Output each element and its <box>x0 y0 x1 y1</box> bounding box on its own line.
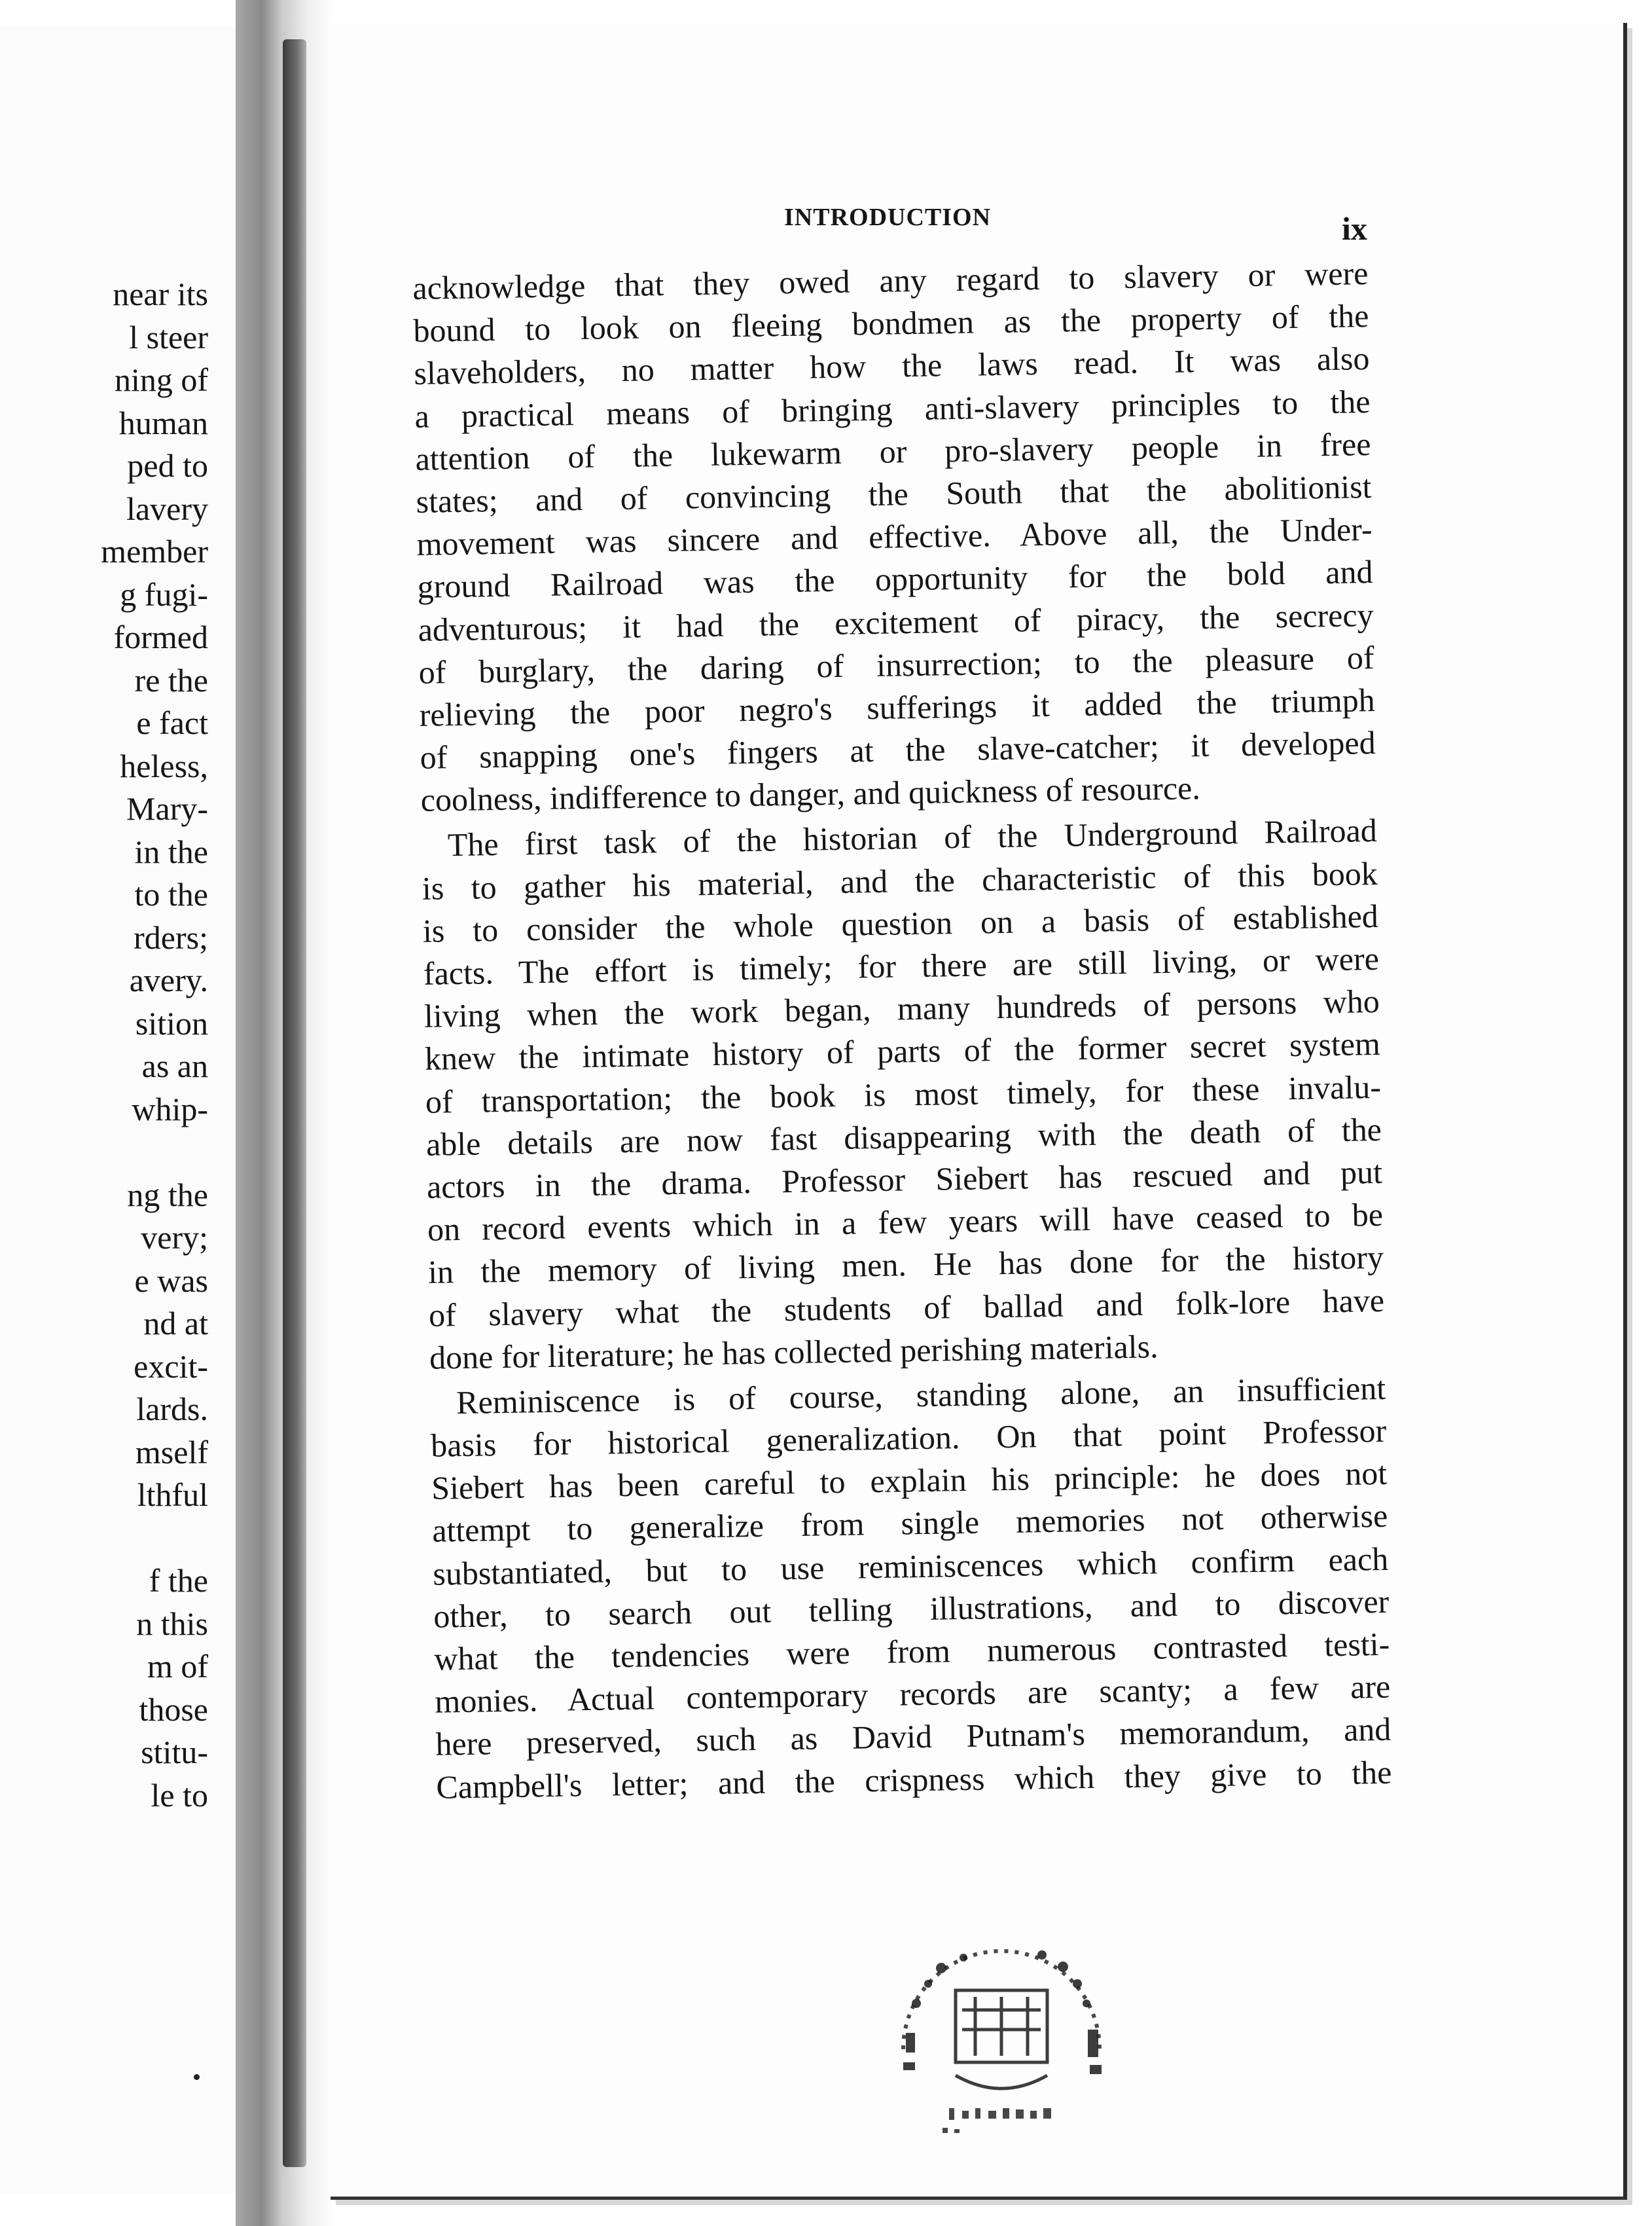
left-page-line: nd at <box>143 1305 208 1341</box>
left-page-text <box>101 273 208 1817</box>
left-page-line: as an <box>141 1048 208 1084</box>
text-line: in the memory of living men. He has done for the history <box>427 1239 1384 1291</box>
text-line: Reminiscence is of course, standing alone, an insufficient <box>456 1369 1386 1421</box>
text-line: adventurous; it had the excitement of piracy, the secrecy <box>418 596 1374 648</box>
left-page-line: Mary- <box>126 790 208 827</box>
text-line: is to gather his material, and the characteristic of this book <box>422 854 1378 907</box>
left-page-line: near its <box>113 276 208 312</box>
left-page-line: heless, <box>120 747 208 784</box>
text-line: knew the intimate history of parts of the former secret system <box>424 1025 1381 1078</box>
text-line: of snapping one's fingers at the slave-catcher; it developed <box>420 724 1376 776</box>
text-line: what the tendencies were from numerous contrasted testi- <box>433 1625 1390 1677</box>
text-line: a practical means of bringing anti-slavery principles to the <box>414 382 1371 435</box>
left-page-line: lthful <box>137 1476 208 1513</box>
left-page-line: very; <box>141 1219 208 1256</box>
text-line: of burglary, the daring of insurrection; to the pleasure of <box>418 638 1374 691</box>
left-page-line <box>101 1131 208 1174</box>
text-line: Siebert has been careful to explain his principle: he does not <box>431 1455 1388 1507</box>
text-line: bound to look on fleeing bondmen as the property of the <box>413 297 1369 350</box>
left-page-line: mself <box>135 1433 208 1470</box>
library-stamp-icon <box>877 1912 1126 2141</box>
page-number: ix <box>1342 210 1367 247</box>
left-page-line: in the <box>134 833 208 870</box>
left-page-line: g fugi- <box>120 575 208 613</box>
ink-dot <box>194 2074 200 2080</box>
left-page-line: stitu- <box>141 1734 208 1770</box>
left-page-line: n this <box>136 1605 208 1642</box>
left-page-line: whip- <box>132 1090 208 1127</box>
text-line: monies. Actual contemporary records are scanty; a few are <box>434 1668 1391 1720</box>
text-line: of transportation; the book is most timely, for these invalu- <box>425 1068 1382 1120</box>
left-page-line: to the <box>134 876 208 913</box>
left-page-line: f the <box>149 1562 208 1599</box>
text-line: coolness, indifference to danger, and quickness of resource. <box>420 769 1201 819</box>
text-line: is to consider the whole question on a basis of established <box>422 897 1379 949</box>
left-page-line: avery. <box>129 962 208 998</box>
left-page-line: e fact <box>136 704 208 741</box>
text-line: slaveholders, no matter how the laws read. It was also <box>414 340 1370 392</box>
text-line: The first task of the historian of the Underground Railroad <box>447 812 1378 864</box>
text-line: Campbell's letter; and the crispness which they give to the <box>436 1753 1392 1806</box>
left-page-line: le to <box>151 1776 208 1814</box>
left-page-line: e was <box>134 1262 208 1299</box>
text-line: acknowledge that they owed any regard to slavery or were <box>412 255 1369 306</box>
left-page-line: formed <box>113 619 208 655</box>
text-line: on record events which in a few years will have ceased to be <box>427 1196 1384 1248</box>
text-line: facts. The effort is timely; for there are still living, or were <box>423 940 1380 992</box>
text-line: attempt to generalize from single memories not otherwise <box>431 1497 1388 1550</box>
running-head: INTRODUCTION <box>784 204 992 231</box>
left-page-line: those <box>139 1690 208 1728</box>
left-page-line: rders; <box>134 919 208 956</box>
left-page-line: re the <box>134 661 208 699</box>
text-line: ground Railroad was the opportunity for the bold and <box>417 553 1373 606</box>
page-edge-shadow <box>283 39 306 2167</box>
text-line: substantiated, but to use reminiscences which confirm each <box>432 1540 1389 1592</box>
text-line: able details are now fast disappearing with the death of the <box>425 1110 1382 1163</box>
left-page-line: human <box>118 404 208 441</box>
left-page-line: ning of <box>114 361 208 398</box>
left-page-line: l steer <box>129 318 208 356</box>
left-page-line: member <box>101 533 208 570</box>
text-line: done for literature; he has collected perishing materials. <box>429 1327 1158 1376</box>
text-line: living when the work began, many hundreds of persons who <box>423 983 1380 1035</box>
page-body-text <box>412 252 1392 1808</box>
text-line: other, to search out telling illustrations, and to discover <box>433 1582 1390 1635</box>
text-line: basis for historical generalization. On that point Professor <box>430 1412 1387 1464</box>
left-page-line: ped to <box>127 447 208 484</box>
left-page-line: m of <box>147 1648 208 1685</box>
left-page-line: lards. <box>136 1391 208 1427</box>
text-line: states; and of convincing the South that the abolitionist <box>416 467 1372 520</box>
left-page-line: excit- <box>134 1347 208 1385</box>
text-line: relieving the poor negro's sufferings it added the triumph <box>419 681 1376 733</box>
left-page-line: lavery <box>126 490 208 527</box>
text-line: attention of the lukewarm or pro-slavery people in free <box>415 425 1371 477</box>
left-page-line <box>101 1517 208 1560</box>
text-line: of slavery what the students of ballad and folk-lore have <box>428 1281 1385 1334</box>
left-page-line: ng the <box>127 1176 208 1213</box>
text-line: movement was sincere and effective. Above all, the Under- <box>416 511 1373 563</box>
text-line: actors in the drama. Professor Siebert has rescued and put <box>426 1153 1383 1205</box>
text-line: here preserved, such as David Putnam's memorandum, and <box>435 1711 1392 1763</box>
left-page-line: sition <box>135 1004 208 1042</box>
left-page-fragment <box>0 26 238 2193</box>
